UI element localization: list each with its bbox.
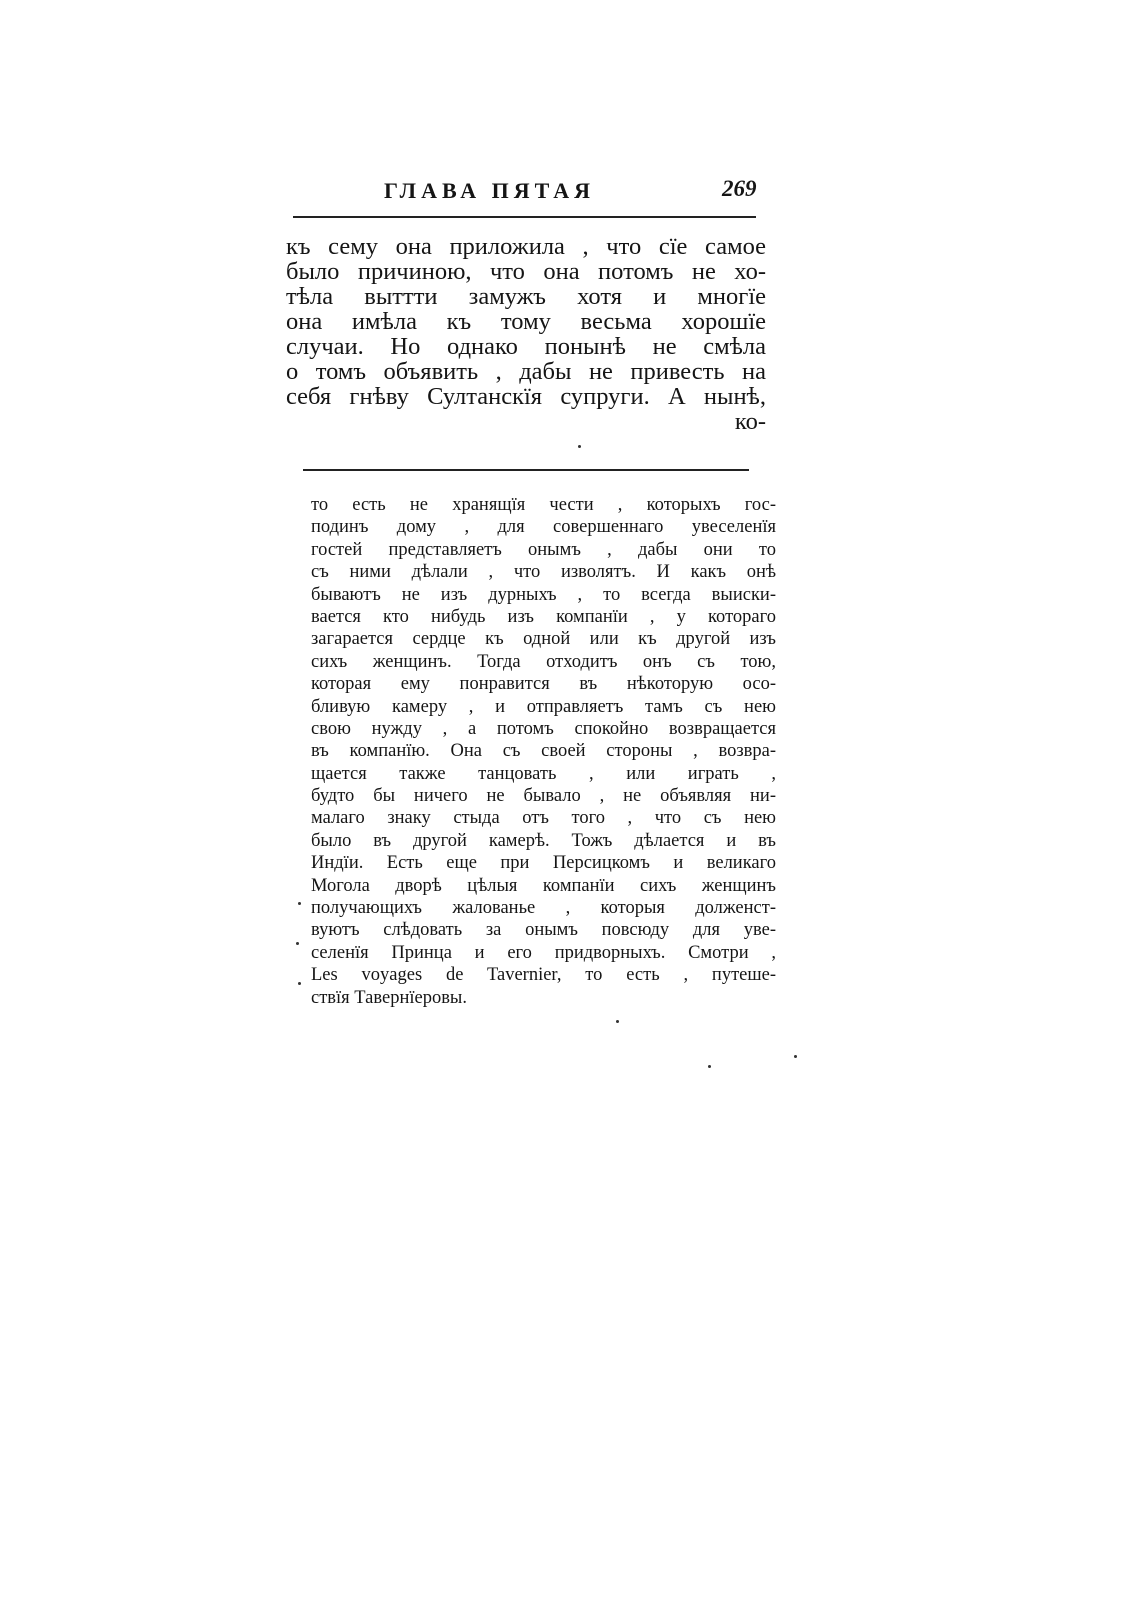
running-head: ГЛАВА ПЯТАЯ [384, 178, 595, 203]
footnote-line: вуютъ слѣдовать за онымъ повсюду для уве- [311, 920, 776, 941]
scan-speck [794, 1055, 797, 1058]
footnote-line: гостей представляетъ онымъ , дабы они то [311, 539, 776, 560]
footnote-line: которая ему понравится въ нѣкоторую осо- [311, 674, 776, 695]
footnote-line: Les voyages de Tavernier, то есть , путеше- [311, 965, 776, 986]
footnote-line: Индїи. Есть еще при Персицкомъ и великаго [311, 853, 776, 874]
main-text-line: себя гнѣву Султанскїя супруги. А нынѣ, [286, 383, 766, 410]
footnote-line: щается также танцовать , или играть , [311, 763, 776, 784]
footnote-line: подинъ дому , для совершеннаго увеселенїя [311, 517, 776, 538]
footnote-line: получающихъ жалованье , которыя долженст- [311, 898, 776, 919]
scan-speck [708, 1065, 711, 1068]
main-text-line: тѣла выттти замужъ хотя и многїе [286, 283, 766, 310]
scan-speck [616, 1020, 619, 1023]
main-text-line: о томъ объявить , дабы не привесть на [286, 358, 766, 385]
footnote-block [311, 494, 776, 1009]
footnote-line: сихъ женщинъ. Тогда отходитъ онъ съ тою, [311, 651, 776, 672]
footnote-line: будто бы ничего не бывало , не объявляя ни- [311, 786, 776, 807]
main-text-line: она имѣла къ тому весьма хорошїе [286, 308, 766, 335]
scan-speck [298, 902, 301, 905]
footnote-line: малаго знаку стыда отъ того , что съ нею [311, 808, 776, 829]
footnote-line: то есть не хранящїя чести , которыхъ гос- [311, 495, 776, 515]
main-text-line: было причиною, что она потомъ не хо- [286, 258, 766, 285]
main-text-block [286, 234, 766, 434]
page-number: 269 [722, 176, 757, 201]
footnote-line: бываютъ не изъ дурныхъ , то всегда выиски- [311, 584, 776, 605]
header-rule [293, 216, 756, 218]
footnote-line: вается кто нибудь изъ компанїи , у котораго [311, 606, 776, 627]
main-text-line: случаи. Но однако понынѣ не смѣла [286, 333, 766, 360]
footnote-line: свою нужду , а потомъ спокойно возвращается [311, 718, 776, 739]
footnote-line: бливую камеру , и отправляетъ тамъ съ нею [311, 696, 776, 717]
scan-speck [298, 982, 301, 985]
footnote-line: Могола дворѣ цѣлыя компанїи сихъ женщинъ [311, 875, 776, 896]
footnote-line: ствїя Тавернїеровы. [311, 987, 467, 1008]
main-text-line: къ сему она приложила , что сїе самое [286, 233, 766, 260]
footnote-line: было въ другой камерѣ. Тожъ дѣлается и въ [311, 830, 776, 851]
scan-speck [578, 445, 581, 448]
footnote-line: съ ними дѣлали , что изволятъ. И какъ онѣ [311, 562, 776, 583]
footnote-line: въ компанїю. Она съ своей стороны , возвра- [311, 741, 776, 762]
footnote-rule [303, 469, 749, 471]
footnote-line: загарается сердце къ одной или къ другой изъ [311, 629, 776, 650]
catchword: ко- [734, 408, 766, 435]
scan-speck [296, 942, 299, 945]
footnote-line: селенїя Принца и его придворныхъ. Смотри , [311, 942, 776, 963]
